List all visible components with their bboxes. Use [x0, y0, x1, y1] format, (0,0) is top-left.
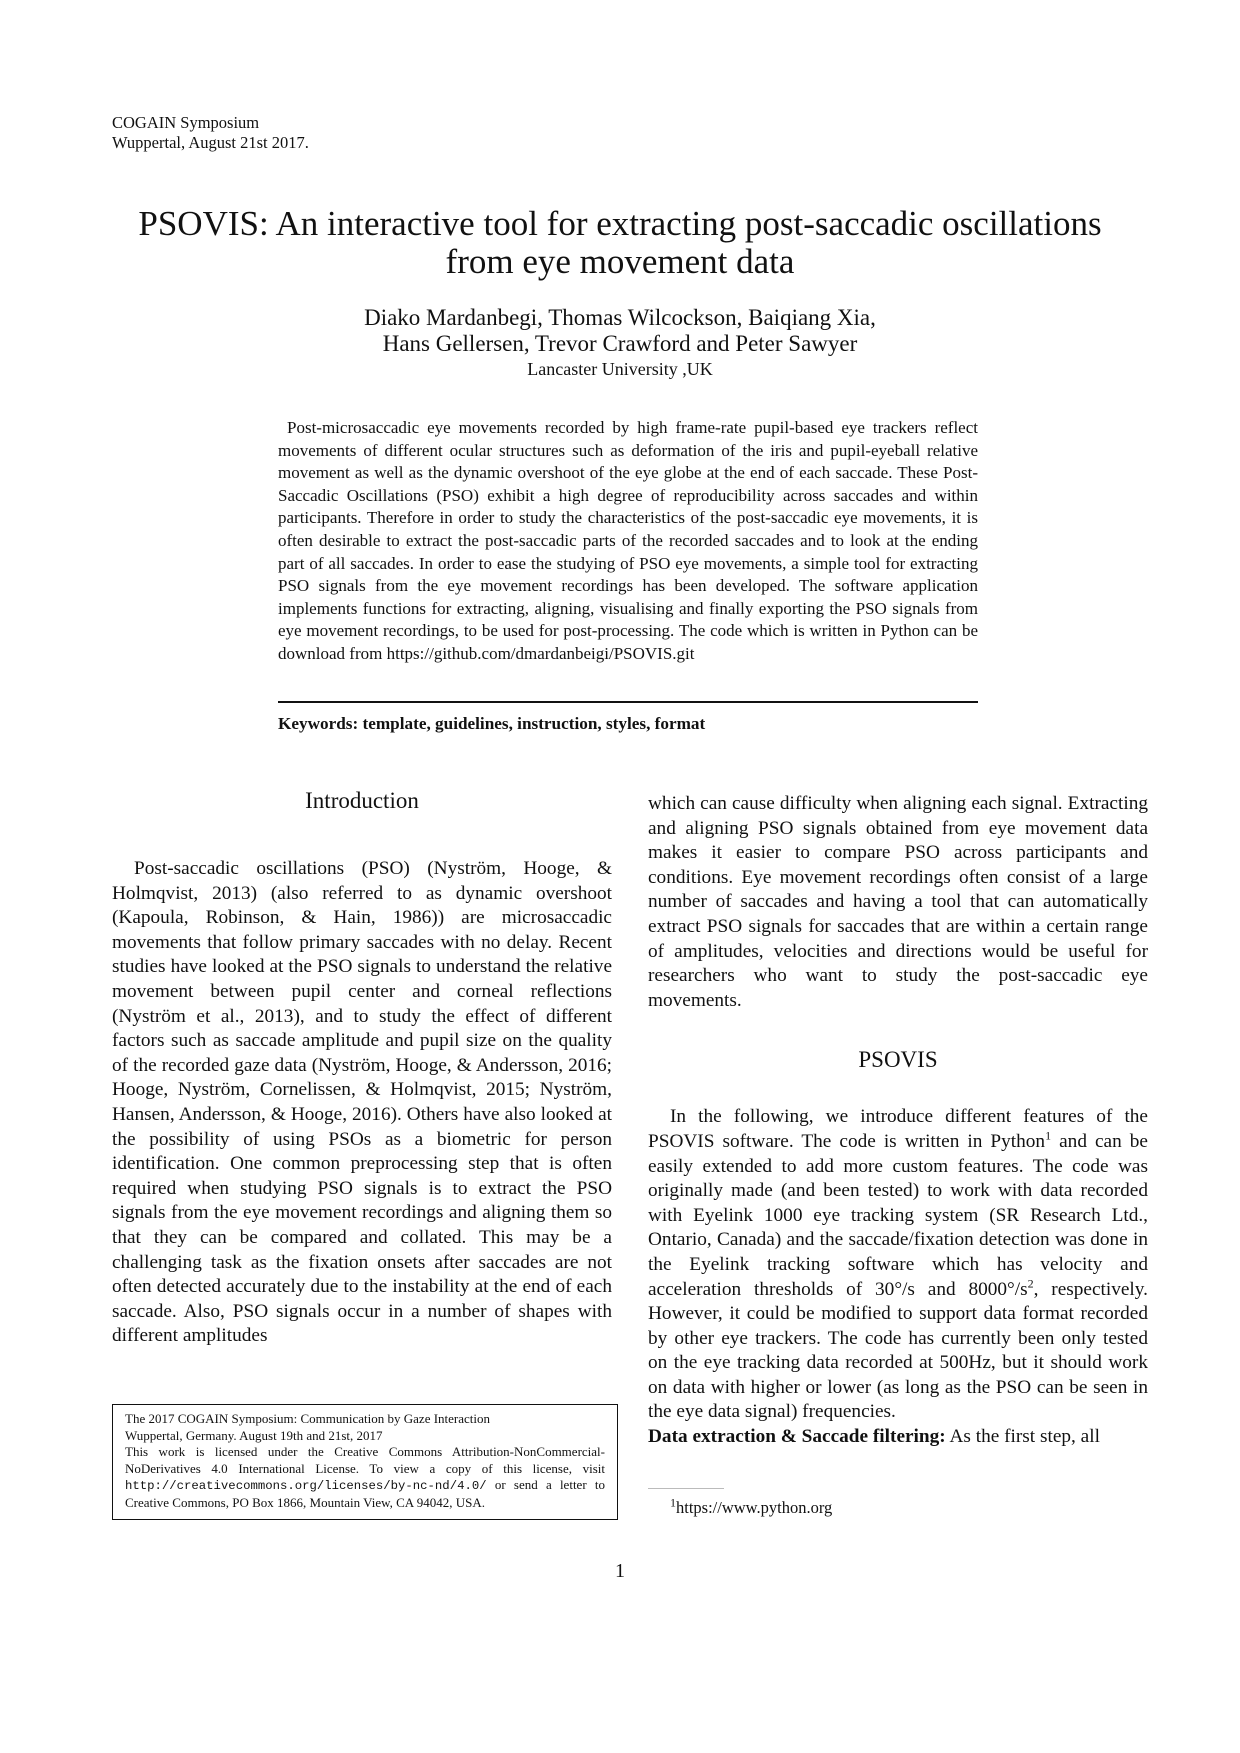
license-line-3: This work is licensed under the Creative Commons Attribution-NonCommercial-NoDerivatives 4.0 International License. To view a copy of this license, visit: [125, 1444, 605, 1476]
author-list: [100, 305, 1140, 357]
left-column: [112, 787, 612, 1349]
psovis-text-3: , respectively. However, it could be modified to support data format recorded by other eye trackers. The code has currently been only tested on the eye tracking data recorded at 500Hz, but it should work on data with higher or lower (as long as the PSO can be seen in the eye data signal) frequencies.: [648, 1278, 1148, 1423]
psovis-heading: PSOVIS: [858, 1047, 938, 1073]
affiliation: Lancaster University ,UK: [527, 359, 713, 379]
abstract: Post-microsaccadic eye movements recorded by high frame-rate pupil-based eye trackers reflect movements of different ocular structures such as deformation of the iris and pupil-eyeball relative movement as well as the dynamic overshoot of the eye globe at the end of each saccade. These Post-Saccadic Oscillations (PSO) exhibit a high degree of reproducibility across saccades and within participants. Therefore in order to study the characteristics of the post-saccadic eye movements, it is often desirable to extract the post-saccadic parts of the recorded saccades and to look at the ending part of all saccades. In order to ease the studying of PSO eye movements, a simple tool for extracting PSO signals from the eye movement recordings has been developed. The software application implements functions for extracting, aligning, visualising and finally exporting the PSO signals from eye movement recordings, to be used for post-processing. The code which is written in Python can be download from https://github.com/dmardanbeigi/PSOVIS.git: [278, 418, 978, 663]
license-url[interactable]: http://creativecommons.org/licenses/by-nc-nd/4.0/: [125, 1479, 487, 1494]
superscript-squared: 2: [1027, 1276, 1034, 1291]
right-column: [648, 792, 1148, 1450]
footnote-mark: 1: [670, 1495, 676, 1510]
data-extraction-lead: Data extraction & Saccade filtering:: [648, 1426, 946, 1448]
license-line-1: The 2017 COGAIN Symposium: Communication by Gaze Interaction: [125, 1411, 491, 1426]
venue-header: [112, 113, 309, 153]
introduction-paragraph: Post-saccadic oscillations (PSO) (Nyström, Hooge, & Holmqvist, 2013) (also referred to as dynamic overshoot (Kapoula, Robinson, & Hain, 1986)) are microsaccadic movements that follow primary saccades with no delay. Recent studies have looked at the PSO signals to understand the relative movement between pupil center and corneal reflections (Nyström et al., 2013), and to study the effect of different factors such as saccade amplitude and pupil size on the quality of the recorded gaze data (Nyström, Hooge, & Andersson, 2016; Hooge, Nyström, Cornelissen, & Holmqvist, 2015; Nyström, Hansen, Andersson, & Hooge, 2016). Others have also looked at the possibility of using PSOs as a biometric for person identification. One common preprocessing step that is often required when studying PSO signals is to extract the PSO signals from the eye movement recordings and aligning them so that they can be compared and collated. This may be a challenging task as the fixation onsets after saccades are not often detected accurately due to the instability at the end of each saccade. Also, PSO signals occur in a number of shapes with different amplitudes: [112, 858, 612, 1347]
title-line-2: from eye movement data: [445, 242, 795, 281]
venue-line-1: COGAIN Symposium: [112, 113, 260, 132]
license-box: [112, 1404, 618, 1520]
authors-line-1: Diako Mardanbegi, Thomas Wilcockson, Baiqiang Xia,: [364, 305, 876, 330]
footnote-url[interactable]: https://www.python.org: [676, 1498, 833, 1517]
keywords: Keywords: template, guidelines, instruction, styles, format: [278, 714, 706, 733]
data-extraction-text: As the first step, all: [945, 1426, 1100, 1448]
footnote: [670, 1495, 833, 1518]
continuation-paragraph: which can cause difficulty when aligning each signal. Extracting and aligning PSO signals obtained from eye movement data makes it easier to compare PSO across participants and conditions. Eye movement recordings often consist of a large number of saccades and having a tool that can automatically extract PSO signals for saccades that are within a certain range of amplitudes, velocities and directions would be useful for researchers who want to study the post-saccadic eye movements.: [648, 793, 1148, 1011]
page-number: 1: [615, 1560, 625, 1582]
authors-line-2: Hans Gellersen, Trevor Crawford and Peter Sawyer: [382, 331, 858, 356]
psovis-text-1: In the following, we introduce different features of the PSOVIS software. The code is written in Python: [648, 1106, 1148, 1152]
license-line-4: or send a letter to Creative Commons, PO Box 1866, Mountain View, CA 94042, USA.: [125, 1477, 605, 1510]
psovis-text-2: and can be easily extended to add more custom features. The code was originally made (and been tested) to work with data recorded with Eyelink 1000 eye tracking system (SR Research Ltd., Ontario, Canada) and the saccade/fixation detection was done in the Eyelink tracking software which has velocity and acceleration thresholds of 30°/s and 8000°/s: [648, 1130, 1148, 1300]
venue-line-2: Wuppertal, August 21st 2017.: [112, 133, 309, 152]
footnote-marker: 1: [1045, 1128, 1052, 1143]
paper-title: [100, 205, 1140, 281]
footnote-divider: [648, 1488, 724, 1489]
license-line-2: Wuppertal, Germany. August 19th and 21st, 2017: [125, 1427, 383, 1443]
introduction-heading: Introduction: [305, 788, 419, 813]
psovis-paragraph: [648, 1105, 1148, 1425]
title-line-1: PSOVIS: An interactive tool for extracting post-saccadic oscillations: [138, 204, 1102, 243]
data-extraction-paragraph: [648, 1425, 1148, 1450]
abstract-divider: [278, 701, 978, 703]
license-body: [125, 1444, 605, 1511]
